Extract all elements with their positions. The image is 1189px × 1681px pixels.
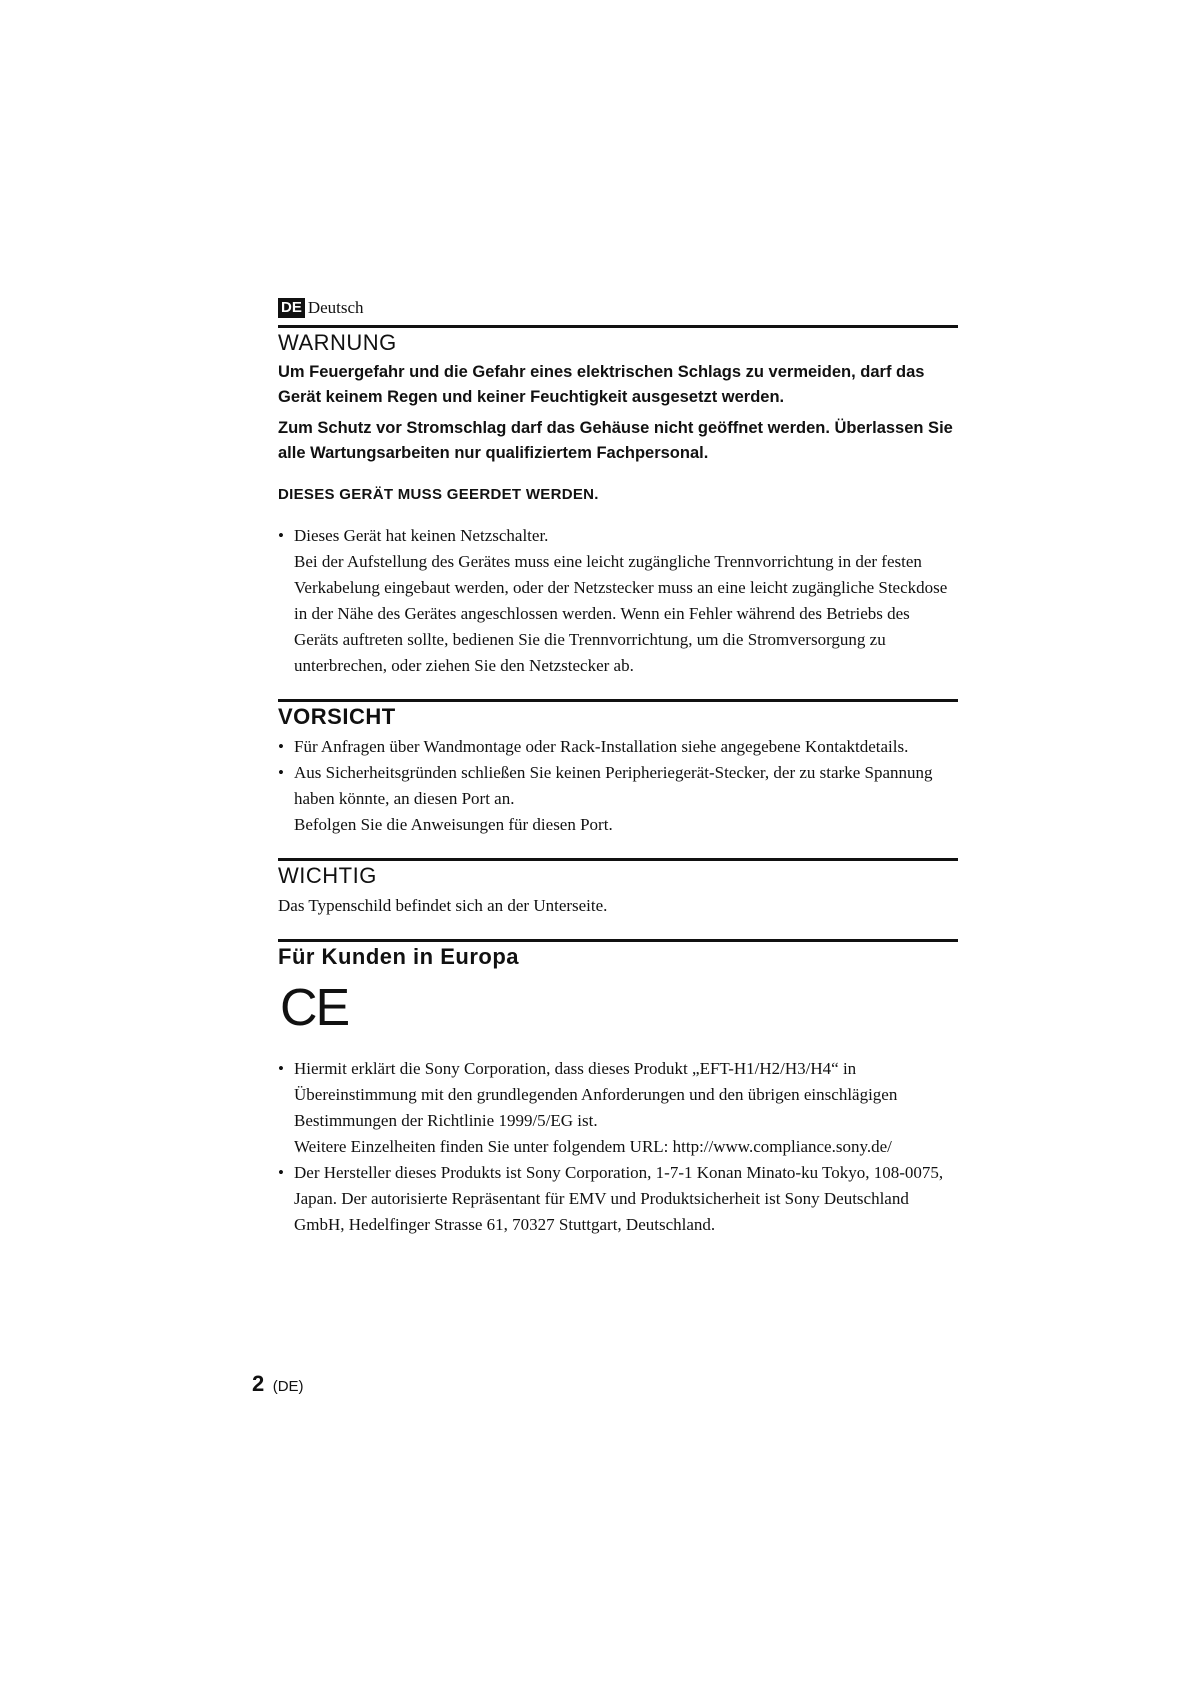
bullet-body: Bei der Aufstellung des Gerätes muss eine leicht zugängliche Trennvorrichtung in der festen Verkabelung eingebaut werden, oder der Netzstecker muss an eine leicht zugängliche Steckdose in der Nähe des Gerätes angeschlossen werden. Wenn ein Fehler während des Betriebs des Geräts auftreten sollte, bedienen Sie die Trennvorrichtung, um die Stromversorgung zu unterbrechen, oder ziehen Sie den Netzstecker ab. <box>294 552 948 675</box>
language-indicator <box>278 295 958 321</box>
page-number: 2 <box>252 1371 265 1396</box>
europa-section <box>278 939 958 1238</box>
bullet-text: • Aus Sicherheitsgründen schließen Sie keinen Peripheriegerät-Stecker, der zu starke Spannung haben könnte, an diesen Port an. <box>294 763 933 808</box>
page-footer <box>252 1371 304 1397</box>
ce-mark-icon: CE <box>280 979 349 1037</box>
bullet-title: • Dieses Gerät hat keinen Netzschalter. <box>294 526 549 545</box>
bullet-text: • Hiermit erklärt die Sony Corporation, dass dieses Produkt „EFT-H1/H2/H3/H4“ in Übereinstimmung mit den grundlegenden Anforderungen und den übrigen einschlägigen Bestimmungen der Richtlinie 1999/5/EG ist. <box>294 1059 898 1130</box>
language-badge: DE <box>278 298 305 318</box>
list-item <box>278 1056 958 1160</box>
europa-bullet-list <box>278 1056 958 1238</box>
list-item <box>278 1160 958 1238</box>
bullet-text: • Der Hersteller dieses Produkts ist Sony Corporation, 1-7-1 Konan Minato-ku Tokyo, 108-0075, Japan. Der autorisierte Repräsentant für EMV und Produktsicherheit ist Sony Deutschland GmbH, Hedelfinger Strasse 61, 70327 Stuttgart, Deutschland. <box>294 1163 944 1234</box>
document-page <box>278 295 958 1238</box>
bullet-text: • Für Anfragen über Wandmontage oder Rack-Installation siehe angegebene Kontaktdetails. <box>294 737 909 756</box>
section-rule <box>278 939 958 942</box>
section-rule <box>278 325 958 328</box>
list-item <box>278 734 958 760</box>
wichtig-text: Das Typenschild befindet sich an der Unterseite. <box>278 896 608 915</box>
bullet-follow: Befolgen Sie die Anweisungen für diesen Port. <box>294 815 613 834</box>
wichtig-section <box>278 858 958 919</box>
warnung-heading: WARNUNG <box>278 330 397 355</box>
list-item <box>278 760 958 838</box>
vorsicht-bullet-list <box>278 734 958 838</box>
section-rule <box>278 858 958 861</box>
section-rule <box>278 699 958 702</box>
warnung-paragraph-1: Um Feuergefahr und die Gefahr eines elektrischen Schlags zu vermeiden, darf das Gerät keinem Regen und keiner Feuchtigkeit ausgesetzt werden. <box>278 363 925 406</box>
wichtig-heading: WICHTIG <box>278 863 377 888</box>
vorsicht-section <box>278 699 958 838</box>
language-label: Deutsch <box>307 298 364 317</box>
vorsicht-heading: VORSICHT <box>278 704 396 729</box>
warnung-paragraph-2: Zum Schutz vor Stromschlag darf das Gehäuse nicht geöffnet werden. Überlassen Sie alle Wartungsarbeiten nur qualifiziertem Fachpersonal. <box>278 419 953 462</box>
warnung-section <box>278 325 958 679</box>
page-language-suffix: (DE) <box>272 1378 304 1395</box>
list-item <box>278 523 958 679</box>
bullet-follow: Weitere Einzelheiten finden Sie unter folgendem URL: http://www.compliance.sony.de/ <box>294 1137 892 1156</box>
earthing-notice: DIESES GERÄT MUSS GEERDET WERDEN. <box>278 486 599 503</box>
europa-heading: Für Kunden in Europa <box>278 944 519 969</box>
warnung-bullet-list <box>278 523 958 679</box>
